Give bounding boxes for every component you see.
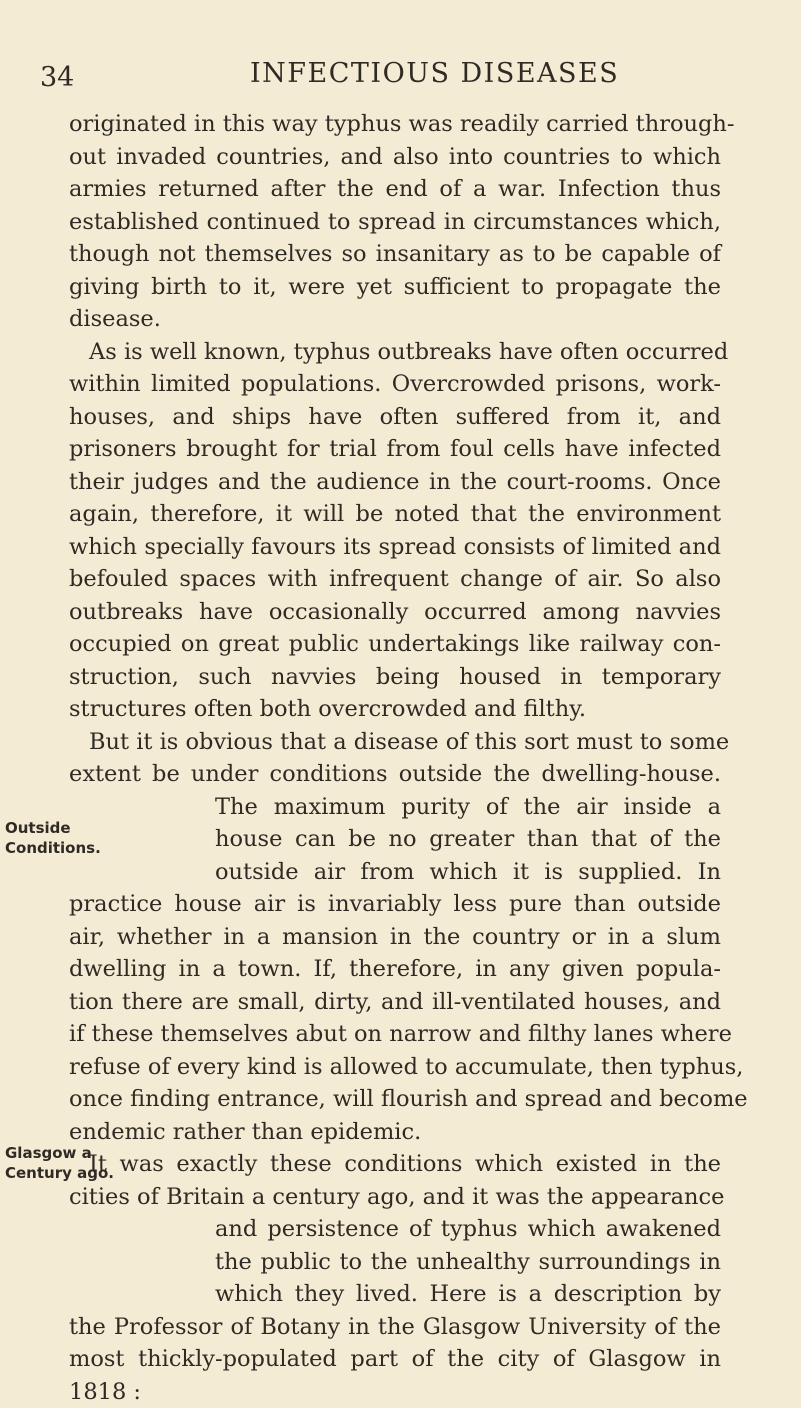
text-line: It was exactly these conditions which existed in the: [69, 1148, 721, 1181]
text-line: which specially favours its spread consists of limited and: [69, 531, 721, 564]
text-line: the public to the unhealthy surroundings in: [69, 1246, 721, 1279]
running-title: INFECTIOUS DISEASES: [250, 58, 619, 89]
text-line: tion there are small, dirty, and ill-ventilated houses, and: [69, 986, 721, 1019]
text-line: As is well known, typhus outbreaks have often occurred: [69, 336, 721, 369]
text-line: the Professor of Botany in the Glasgow University of the: [69, 1311, 721, 1344]
text-line: established continued to spread in circumstances which,: [69, 206, 721, 239]
text-line: The maximum purity of the air inside a: [69, 791, 721, 824]
text-line: structures often both overcrowded and filthy.: [69, 693, 721, 726]
text-line: air, whether in a mansion in the country or in a slum: [69, 921, 721, 954]
text-line: outbreaks have occasionally occurred among navvies: [69, 596, 721, 629]
text-line: refuse of every kind is allowed to accumulate, then typhus,: [69, 1051, 721, 1084]
text-line: dwelling in a town. If, therefore, in any given popula-: [69, 953, 721, 986]
text-line: house can be no greater than that of the: [69, 823, 721, 856]
text-line: their judges and the audience in the court-rooms. Once: [69, 466, 721, 499]
text-line: again, therefore, it will be noted that the environment: [69, 498, 721, 531]
text-line: if these themselves abut on narrow and filthy lanes where: [69, 1018, 721, 1051]
text-line: armies returned after the end of a war. Infection thus: [69, 173, 721, 206]
text-line: originated in this way typhus was readily carried through-: [69, 108, 721, 141]
marginal-note-line: Century ago.: [5, 1163, 114, 1183]
page-number: 34: [40, 62, 74, 93]
text-line: prisoners brought for trial from foul cells have infected: [69, 433, 721, 466]
text-line: disease.: [69, 303, 721, 336]
marginal-note-line: Conditions.: [5, 838, 101, 858]
text-line: houses, and ships have often suffered from it, and: [69, 401, 721, 434]
text-line: occupied on great public undertakings like railway con-: [69, 628, 721, 661]
text-line: 1818 :: [69, 1376, 721, 1408]
marginal-note-glasgow: [5, 1143, 114, 1183]
text-line: though not themselves so insanitary as to be capable of: [69, 238, 721, 271]
text-line: cities of Britain a century ago, and it was the appearance: [69, 1181, 721, 1214]
text-line: outside air from which it is supplied. In: [69, 856, 721, 889]
text-line: most thickly-populated part of the city of Glasgow in: [69, 1343, 721, 1376]
text-line: giving birth to it, were yet sufficient to propagate the: [69, 271, 721, 304]
text-line: extent be under conditions outside the dwelling-house.: [69, 758, 721, 791]
text-line: within limited populations. Overcrowded prisons, work-: [69, 368, 721, 401]
text-line: which they lived. Here is a description by: [69, 1278, 721, 1311]
marginal-note-line: Outside: [5, 818, 101, 838]
text-line: But it is obvious that a disease of this sort must to some: [69, 726, 721, 759]
text-line: endemic rather than epidemic.: [69, 1116, 721, 1149]
text-line: and persistence of typhus which awakened: [69, 1213, 721, 1246]
text-line: out invaded countries, and also into countries to which: [69, 141, 721, 174]
marginal-note-outside-conditions: [5, 818, 101, 858]
marginal-note-line: Glasgow a: [5, 1143, 114, 1163]
body-text: [69, 108, 721, 1408]
text-line: once finding entrance, will flourish and spread and become: [69, 1083, 721, 1116]
text-line: struction, such navvies being housed in temporary: [69, 661, 721, 694]
text-line: practice house air is invariably less pure than outside: [69, 888, 721, 921]
text-line: befouled spaces with infrequent change of air. So also: [69, 563, 721, 596]
